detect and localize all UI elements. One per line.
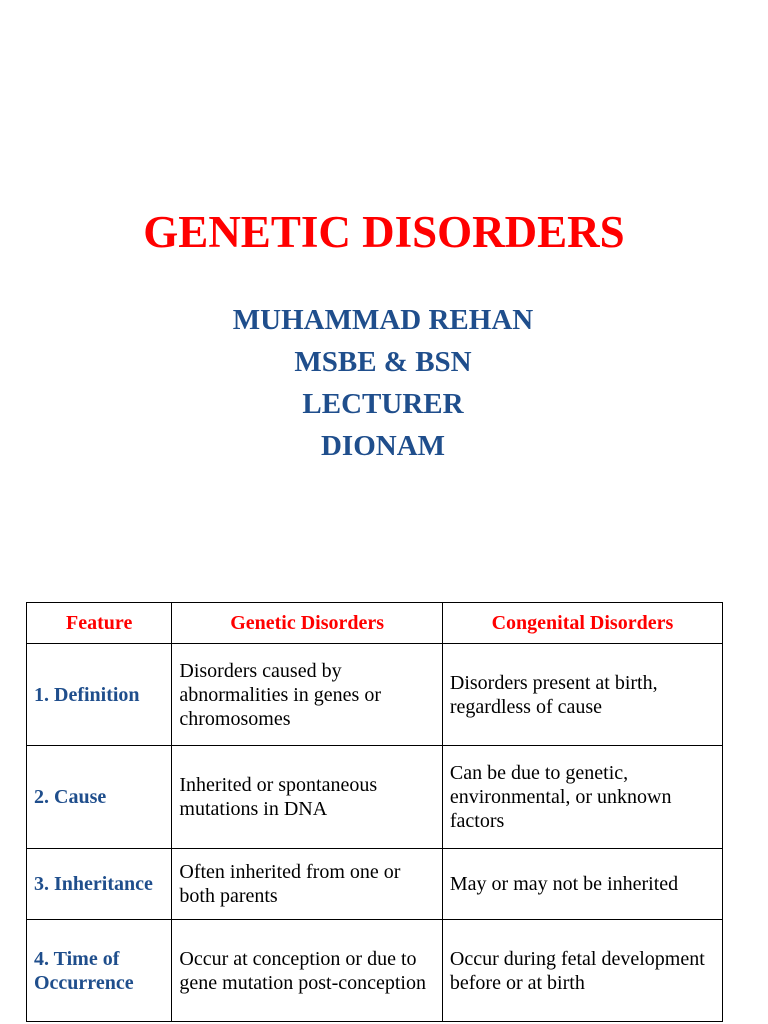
header-genetic-disorders: Genetic Disorders — [172, 603, 442, 644]
header-feature: Feature — [27, 603, 172, 644]
feature-cell: 2. Cause — [27, 746, 172, 849]
table-row — [27, 746, 723, 849]
author-block — [0, 299, 766, 467]
comparison-table — [26, 602, 723, 1022]
congenital-cell: Disorders present at birth, regardless of cause — [442, 644, 722, 746]
table-row — [27, 644, 723, 746]
genetic-cell: Disorders caused by abnormalities in genes or chromosomes — [172, 644, 442, 746]
table-header-row — [27, 603, 723, 644]
feature-cell: 4. Time of Occurrence — [27, 920, 172, 1022]
genetic-cell: Inherited or spontaneous mutations in DNA — [172, 746, 442, 849]
table-row — [27, 920, 723, 1022]
congenital-cell: May or may not be inherited — [442, 849, 722, 920]
genetic-cell: Occur at conception or due to gene mutation post-conception — [172, 920, 442, 1022]
genetic-cell: Often inherited from one or both parents — [172, 849, 442, 920]
page-title: GENETIC DISORDERS — [143, 207, 625, 257]
author-degrees: MSBE & BSN — [294, 346, 472, 378]
author-name: MUHAMMAD REHAN — [232, 304, 534, 336]
congenital-cell: Can be due to genetic, environmental, or unknown factors — [442, 746, 722, 849]
feature-cell: 1. Definition — [27, 644, 172, 746]
author-institution: DIONAM — [320, 430, 446, 462]
congenital-cell: Occur during fetal development before or at birth — [442, 920, 722, 1022]
header-congenital-disorders: Congenital Disorders — [442, 603, 722, 644]
table-row — [27, 849, 723, 920]
author-position: LECTURER — [302, 388, 464, 420]
feature-cell: 3. Inheritance — [27, 849, 172, 920]
